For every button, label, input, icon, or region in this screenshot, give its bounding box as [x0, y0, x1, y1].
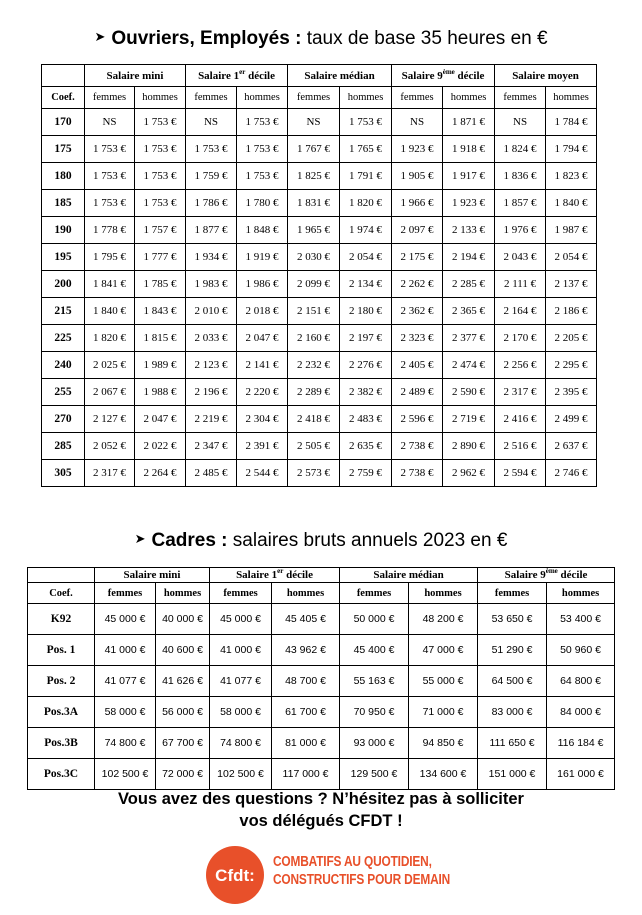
women-header: femmes: [392, 87, 443, 109]
coef-cell: 240: [42, 352, 85, 379]
salary-cell: 1 753 €: [237, 136, 288, 163]
salary-cell: 1 820 €: [340, 190, 392, 217]
salary-cell: 1 753 €: [135, 136, 186, 163]
salary-cell: 2 099 €: [288, 271, 340, 298]
salary-cell: 2 323 €: [392, 325, 443, 352]
corner-cell: [28, 568, 95, 583]
salary-cell: 45 000 €: [95, 604, 156, 635]
salary-cell: 1 857 €: [495, 190, 546, 217]
cfdt-slogan: [273, 853, 450, 889]
salary-cell: 2 738 €: [392, 460, 443, 487]
salary-cell: 2 018 €: [237, 298, 288, 325]
salary-cell: 116 184 €: [547, 728, 615, 759]
footer-line-1: Vous avez des questions ? N’hésitez pas à solliciter: [118, 790, 524, 808]
coef-cell: Pos.3C: [28, 759, 95, 790]
section1-title-rest: taux de base 35 heures en €: [306, 28, 548, 50]
salary-cell: 81 000 €: [272, 728, 340, 759]
salary-cell: 51 290 €: [478, 635, 547, 666]
salary-cell: 2 264 €: [135, 460, 186, 487]
salary-cell: 41 000 €: [210, 635, 272, 666]
salary-cell: 2 317 €: [495, 379, 546, 406]
salary-cell: 2 489 €: [392, 379, 443, 406]
salary-cell: 43 962 €: [272, 635, 340, 666]
salary-cell: 58 000 €: [210, 697, 272, 728]
salary-cell: 1 753 €: [85, 190, 135, 217]
salary-cell: 2 395 €: [546, 379, 597, 406]
salary-cell: 1 840 €: [85, 298, 135, 325]
salary-cell: 2 405 €: [392, 352, 443, 379]
salary-cell: 50 960 €: [547, 635, 615, 666]
section1-title: [0, 27, 642, 51]
salary-cell: 2 317 €: [85, 460, 135, 487]
salary-cell: 2 219 €: [186, 406, 237, 433]
table-row: [28, 666, 615, 697]
salary-cell: 1 823 €: [546, 163, 597, 190]
group-header: Salaire 9ème décile: [478, 568, 615, 583]
salary-cell: 53 650 €: [478, 604, 547, 635]
salary-cell: 2 197 €: [340, 325, 392, 352]
salary-cell: 64 500 €: [478, 666, 547, 697]
salary-cell: 71 000 €: [409, 697, 478, 728]
salary-cell: 2 205 €: [546, 325, 597, 352]
salary-cell: 2 137 €: [546, 271, 597, 298]
men-header: hommes: [546, 87, 597, 109]
coef-cell: 175: [42, 136, 85, 163]
coef-cell: 270: [42, 406, 85, 433]
table-row: [28, 635, 615, 666]
salary-cell: 1 987 €: [546, 217, 597, 244]
footer-message: [0, 788, 642, 832]
salary-cell: 1 791 €: [340, 163, 392, 190]
corner-cell: [42, 65, 85, 87]
salary-cell: 1 785 €: [135, 271, 186, 298]
salary-cell: 70 950 €: [340, 697, 409, 728]
salary-cell: 1 988 €: [135, 379, 186, 406]
salary-cell: NS: [288, 109, 340, 136]
coef-cell: 190: [42, 217, 85, 244]
salary-cell: 2 175 €: [392, 244, 443, 271]
salary-cell: 2 573 €: [288, 460, 340, 487]
salary-cell: 45 000 €: [210, 604, 272, 635]
salary-cell: 1 905 €: [392, 163, 443, 190]
salary-cell: 2 544 €: [237, 460, 288, 487]
salary-cell: 1 759 €: [186, 163, 237, 190]
salary-cell: 2 262 €: [392, 271, 443, 298]
salary-cell: 2 054 €: [340, 244, 392, 271]
salary-cell: 1 923 €: [443, 190, 495, 217]
table-row: [42, 406, 597, 433]
section1-title-bold: Ouvriers, Employés :: [111, 28, 302, 50]
salary-cell: 2 194 €: [443, 244, 495, 271]
men-header: hommes: [547, 583, 615, 604]
table-row: [42, 298, 597, 325]
salary-cell: 2 377 €: [443, 325, 495, 352]
salary-cell: 2 719 €: [443, 406, 495, 433]
salary-cell: 1 780 €: [237, 190, 288, 217]
table-row: [42, 217, 597, 244]
coef-cell: Pos.3A: [28, 697, 95, 728]
salary-cell: 1 786 €: [186, 190, 237, 217]
table-row: [42, 379, 597, 406]
group-header: Salaire 9ème décile: [392, 65, 495, 87]
salary-cell: 2 759 €: [340, 460, 392, 487]
salary-cell: 1 831 €: [288, 190, 340, 217]
salary-cell: 1 825 €: [288, 163, 340, 190]
salary-cell: 50 000 €: [340, 604, 409, 635]
salary-cell: 1 919 €: [237, 244, 288, 271]
salary-cell: 2 485 €: [186, 460, 237, 487]
salary-cell: 2 022 €: [135, 433, 186, 460]
salary-cell: 102 500 €: [95, 759, 156, 790]
salary-cell: 2 196 €: [186, 379, 237, 406]
salary-cell: 2 220 €: [237, 379, 288, 406]
salary-cell: 1 794 €: [546, 136, 597, 163]
salary-cell: 1 877 €: [186, 217, 237, 244]
women-header: femmes: [340, 583, 409, 604]
coef-cell: 185: [42, 190, 85, 217]
salary-cell: 1 753 €: [85, 136, 135, 163]
salary-cell: 2 033 €: [186, 325, 237, 352]
table-row: [42, 325, 597, 352]
coef-cell: 305: [42, 460, 85, 487]
table-row: [28, 728, 615, 759]
salary-cell: 2 746 €: [546, 460, 597, 487]
coef-header: Coef.: [28, 583, 95, 604]
salary-cell: 1 965 €: [288, 217, 340, 244]
salary-cell: 2 505 €: [288, 433, 340, 460]
group-header: Salaire moyen: [495, 65, 597, 87]
salary-cell: 1 983 €: [186, 271, 237, 298]
salary-cell: 1 871 €: [443, 109, 495, 136]
table-row: [42, 190, 597, 217]
salary-cell: 74 800 €: [210, 728, 272, 759]
salary-cell: 1 843 €: [135, 298, 186, 325]
salary-cell: 40 600 €: [156, 635, 210, 666]
salary-cell: NS: [495, 109, 546, 136]
salary-cell: 2 516 €: [495, 433, 546, 460]
salary-cell: 2 483 €: [340, 406, 392, 433]
salary-cell: 1 757 €: [135, 217, 186, 244]
salary-cell: 1 795 €: [85, 244, 135, 271]
salary-cell: 2 474 €: [443, 352, 495, 379]
salary-cell: 2 289 €: [288, 379, 340, 406]
salary-cell: 1 840 €: [546, 190, 597, 217]
salary-cell: 2 025 €: [85, 352, 135, 379]
salary-cell: 2 418 €: [288, 406, 340, 433]
salary-cell: NS: [186, 109, 237, 136]
table-row: [42, 244, 597, 271]
salary-cell: 1 753 €: [237, 163, 288, 190]
salary-cell: 1 753 €: [237, 109, 288, 136]
women-header: femmes: [186, 87, 237, 109]
group-header: Salaire mini: [95, 568, 210, 583]
salary-cell: 1 836 €: [495, 163, 546, 190]
salary-cell: 41 626 €: [156, 666, 210, 697]
coef-cell: 170: [42, 109, 85, 136]
women-header: femmes: [495, 87, 546, 109]
coef-cell: Pos.3B: [28, 728, 95, 759]
salary-cell: 1 841 €: [85, 271, 135, 298]
salary-cell: 117 000 €: [272, 759, 340, 790]
men-header: hommes: [443, 87, 495, 109]
salary-cell: 2 499 €: [546, 406, 597, 433]
salary-cell: 48 700 €: [272, 666, 340, 697]
salary-cell: 2 637 €: [546, 433, 597, 460]
workers-salary-table: [41, 64, 597, 487]
salary-cell: 1 934 €: [186, 244, 237, 271]
slogan-line-2: CONSTRUCTIFS POUR DEMAIN: [273, 872, 451, 888]
section2-title-rest: salaires bruts annuels 2023 en €: [232, 530, 508, 552]
logo-text: Cfdt:: [215, 866, 255, 885]
coef-header: Coef.: [42, 87, 85, 109]
salary-cell: 53 400 €: [547, 604, 615, 635]
salary-cell: 2 054 €: [546, 244, 597, 271]
salary-cell: 2 067 €: [85, 379, 135, 406]
salary-cell: 2 111 €: [495, 271, 546, 298]
salary-cell: 55 163 €: [340, 666, 409, 697]
salary-cell: 1 966 €: [392, 190, 443, 217]
salary-cell: 2 594 €: [495, 460, 546, 487]
coef-cell: 285: [42, 433, 85, 460]
salary-cell: 2 416 €: [495, 406, 546, 433]
men-header: hommes: [409, 583, 478, 604]
salary-cell: NS: [392, 109, 443, 136]
salary-cell: 2 133 €: [443, 217, 495, 244]
salary-cell: 41 000 €: [95, 635, 156, 666]
group-header: Salaire médian: [340, 568, 478, 583]
women-header: femmes: [85, 87, 135, 109]
salary-cell: 129 500 €: [340, 759, 409, 790]
table-row: [42, 352, 597, 379]
table-row: [28, 697, 615, 728]
group-header: Salaire 1er décile: [186, 65, 288, 87]
salary-cell: 48 200 €: [409, 604, 478, 635]
women-header: femmes: [288, 87, 340, 109]
arrow-bullet-icon: ➤: [94, 29, 106, 44]
salary-cell: 2 962 €: [443, 460, 495, 487]
salary-cell: 2 596 €: [392, 406, 443, 433]
salary-cell: 45 405 €: [272, 604, 340, 635]
salary-cell: 2 590 €: [443, 379, 495, 406]
salary-cell: 2 635 €: [340, 433, 392, 460]
salary-cell: 1 923 €: [392, 136, 443, 163]
salary-cell: 94 850 €: [409, 728, 478, 759]
table-row: [42, 109, 597, 136]
men-header: hommes: [237, 87, 288, 109]
coef-cell: Pos. 1: [28, 635, 95, 666]
salary-cell: 2 151 €: [288, 298, 340, 325]
men-header: hommes: [340, 87, 392, 109]
men-header: hommes: [135, 87, 186, 109]
salary-cell: 1 753 €: [85, 163, 135, 190]
salary-cell: 1 974 €: [340, 217, 392, 244]
cfdt-logo-icon: [205, 845, 265, 905]
salary-cell: 2 365 €: [443, 298, 495, 325]
salary-cell: 1 753 €: [135, 190, 186, 217]
salary-cell: 2 347 €: [186, 433, 237, 460]
salary-cell: 1 820 €: [85, 325, 135, 352]
salary-cell: 2 043 €: [495, 244, 546, 271]
salary-cell: 2 030 €: [288, 244, 340, 271]
salary-cell: 1 765 €: [340, 136, 392, 163]
group-header: Salaire 1er décile: [210, 568, 340, 583]
salary-cell: 72 000 €: [156, 759, 210, 790]
salary-cell: 1 986 €: [237, 271, 288, 298]
salary-cell: 84 000 €: [547, 697, 615, 728]
coef-cell: 200: [42, 271, 85, 298]
salary-cell: 2 141 €: [237, 352, 288, 379]
salary-cell: 1 976 €: [495, 217, 546, 244]
coef-cell: 255: [42, 379, 85, 406]
salary-cell: 1 753 €: [135, 109, 186, 136]
footer-line-2: vos délégués CFDT !: [239, 812, 403, 830]
salary-cell: 2 382 €: [340, 379, 392, 406]
slogan-line-1: COMBATIFS AU QUOTIDIEN,: [273, 854, 432, 870]
salary-cell: 74 800 €: [95, 728, 156, 759]
coef-cell: K92: [28, 604, 95, 635]
coef-cell: Pos. 2: [28, 666, 95, 697]
salary-cell: 67 700 €: [156, 728, 210, 759]
group-header: Salaire mini: [85, 65, 186, 87]
section2-title-bold: Cadres :: [151, 530, 228, 552]
salary-cell: 2 047 €: [135, 406, 186, 433]
men-header: hommes: [272, 583, 340, 604]
executives-salary-table: [27, 567, 615, 790]
salary-cell: 1 848 €: [237, 217, 288, 244]
salary-cell: 83 000 €: [478, 697, 547, 728]
women-header: femmes: [478, 583, 547, 604]
men-header: hommes: [156, 583, 210, 604]
table-row: [42, 460, 597, 487]
coef-cell: 180: [42, 163, 85, 190]
salary-cell: 2 362 €: [392, 298, 443, 325]
salary-cell: 2 295 €: [546, 352, 597, 379]
coef-cell: 195: [42, 244, 85, 271]
women-header: femmes: [95, 583, 156, 604]
salary-cell: 1 753 €: [340, 109, 392, 136]
salary-cell: 2 164 €: [495, 298, 546, 325]
salary-cell: 2 391 €: [237, 433, 288, 460]
salary-cell: 2 010 €: [186, 298, 237, 325]
salary-cell: 93 000 €: [340, 728, 409, 759]
table-row: [28, 759, 615, 790]
salary-cell: 2 304 €: [237, 406, 288, 433]
section2-title: [0, 529, 642, 553]
salary-cell: 2 052 €: [85, 433, 135, 460]
table-row: [42, 136, 597, 163]
table-row: [42, 433, 597, 460]
salary-cell: 2 170 €: [495, 325, 546, 352]
salary-cell: 1 753 €: [135, 163, 186, 190]
arrow-bullet-icon: ➤: [134, 531, 146, 546]
salary-cell: 151 000 €: [478, 759, 547, 790]
salary-cell: 1 753 €: [186, 136, 237, 163]
salary-cell: 2 738 €: [392, 433, 443, 460]
salary-cell: 1 989 €: [135, 352, 186, 379]
salary-cell: 64 800 €: [547, 666, 615, 697]
salary-cell: 2 127 €: [85, 406, 135, 433]
salary-cell: 161 000 €: [547, 759, 615, 790]
salary-cell: 2 180 €: [340, 298, 392, 325]
group-header: Salaire médian: [288, 65, 392, 87]
salary-cell: 1 784 €: [546, 109, 597, 136]
salary-cell: 134 600 €: [409, 759, 478, 790]
salary-cell: 2 276 €: [340, 352, 392, 379]
salary-cell: 2 160 €: [288, 325, 340, 352]
salary-cell: 1 767 €: [288, 136, 340, 163]
table-row: [42, 271, 597, 298]
salary-cell: 45 400 €: [340, 635, 409, 666]
salary-cell: 2 186 €: [546, 298, 597, 325]
salary-cell: 41 077 €: [95, 666, 156, 697]
salary-cell: 2 232 €: [288, 352, 340, 379]
salary-cell: 2 285 €: [443, 271, 495, 298]
salary-cell: 1 824 €: [495, 136, 546, 163]
salary-cell: 1 777 €: [135, 244, 186, 271]
salary-cell: 1 815 €: [135, 325, 186, 352]
salary-cell: 55 000 €: [409, 666, 478, 697]
salary-cell: 102 500 €: [210, 759, 272, 790]
salary-cell: 41 077 €: [210, 666, 272, 697]
salary-cell: 2 134 €: [340, 271, 392, 298]
salary-cell: 1 918 €: [443, 136, 495, 163]
salary-cell: 2 047 €: [237, 325, 288, 352]
salary-cell: 56 000 €: [156, 697, 210, 728]
salary-cell: 2 890 €: [443, 433, 495, 460]
salary-cell: 2 256 €: [495, 352, 546, 379]
salary-cell: 2 123 €: [186, 352, 237, 379]
salary-cell: 111 650 €: [478, 728, 547, 759]
salary-cell: 1 778 €: [85, 217, 135, 244]
salary-cell: 1 917 €: [443, 163, 495, 190]
table-row: [28, 604, 615, 635]
salary-cell: 40 000 €: [156, 604, 210, 635]
salary-cell: 61 700 €: [272, 697, 340, 728]
salary-cell: 47 000 €: [409, 635, 478, 666]
salary-cell: NS: [85, 109, 135, 136]
salary-cell: 2 097 €: [392, 217, 443, 244]
coef-cell: 215: [42, 298, 85, 325]
coef-cell: 225: [42, 325, 85, 352]
women-header: femmes: [210, 583, 272, 604]
salary-cell: 58 000 €: [95, 697, 156, 728]
table-row: [42, 163, 597, 190]
